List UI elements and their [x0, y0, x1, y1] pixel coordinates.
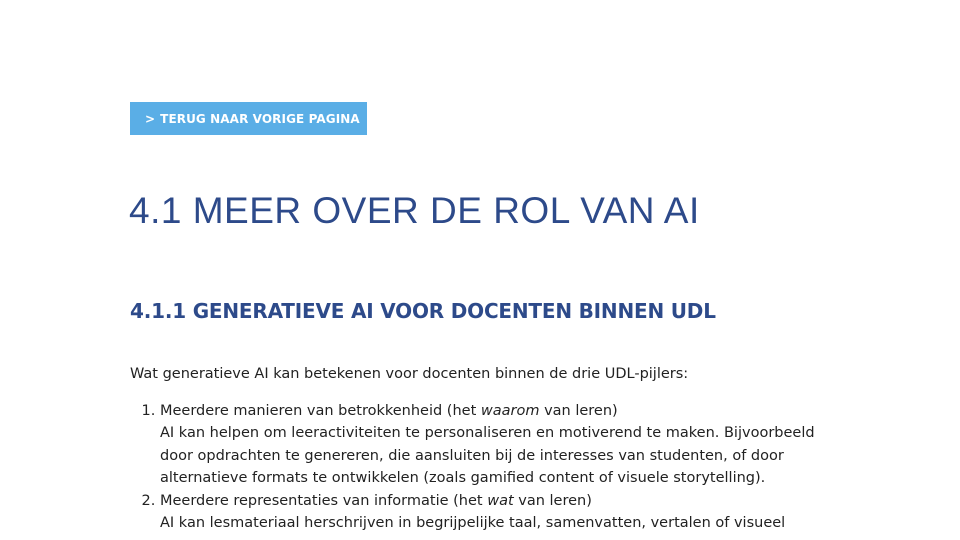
heading-text: Meerdere representaties van informatie (het: [160, 492, 488, 509]
back-to-previous-page-button[interactable]: [130, 102, 367, 135]
heading-text: van leren): [513, 492, 592, 509]
chevron-right-icon: >: [145, 111, 156, 126]
list-item-heading: [160, 403, 618, 419]
list-item: [160, 400, 850, 490]
section-title: 4.1.1 GENERATIEVE AI VOOR DOCENTEN BINNEN UDL: [130, 299, 716, 323]
heading-text: Meerdere manieren van betrokkenheid (het: [160, 402, 481, 419]
back-button-label: TERUG NAAR VORIGE PAGINA: [160, 111, 360, 126]
heading-text: van leren): [539, 402, 618, 419]
list-item-heading: [160, 493, 592, 509]
intro-paragraph: Wat generatieve AI kan betekenen voor docenten binnen de drie UDL-pijlers:: [130, 366, 689, 382]
page-title: 4.1 MEER OVER DE ROL VAN AI: [129, 190, 700, 231]
heading-emphasis: wat: [487, 492, 514, 509]
list-item: [160, 490, 850, 535]
article-content: [130, 363, 850, 535]
list-item-body: AI kan helpen om leeractiviteiten te personaliseren en motiverend te maken. Bijvoorbeeld door opdrachten te genereren, die aansluiten bij de interesses van studenten, of door alternatieve formats te ontwikkelen (zoals gamified content of visuele storytelling).: [160, 425, 815, 486]
heading-emphasis: waarom: [480, 402, 540, 419]
udl-pillars-list: [130, 400, 850, 535]
list-item-body: AI kan lesmateriaal herschrijven in begrijpelijke taal, samenvatten, vertalen of visueel: [160, 515, 786, 531]
